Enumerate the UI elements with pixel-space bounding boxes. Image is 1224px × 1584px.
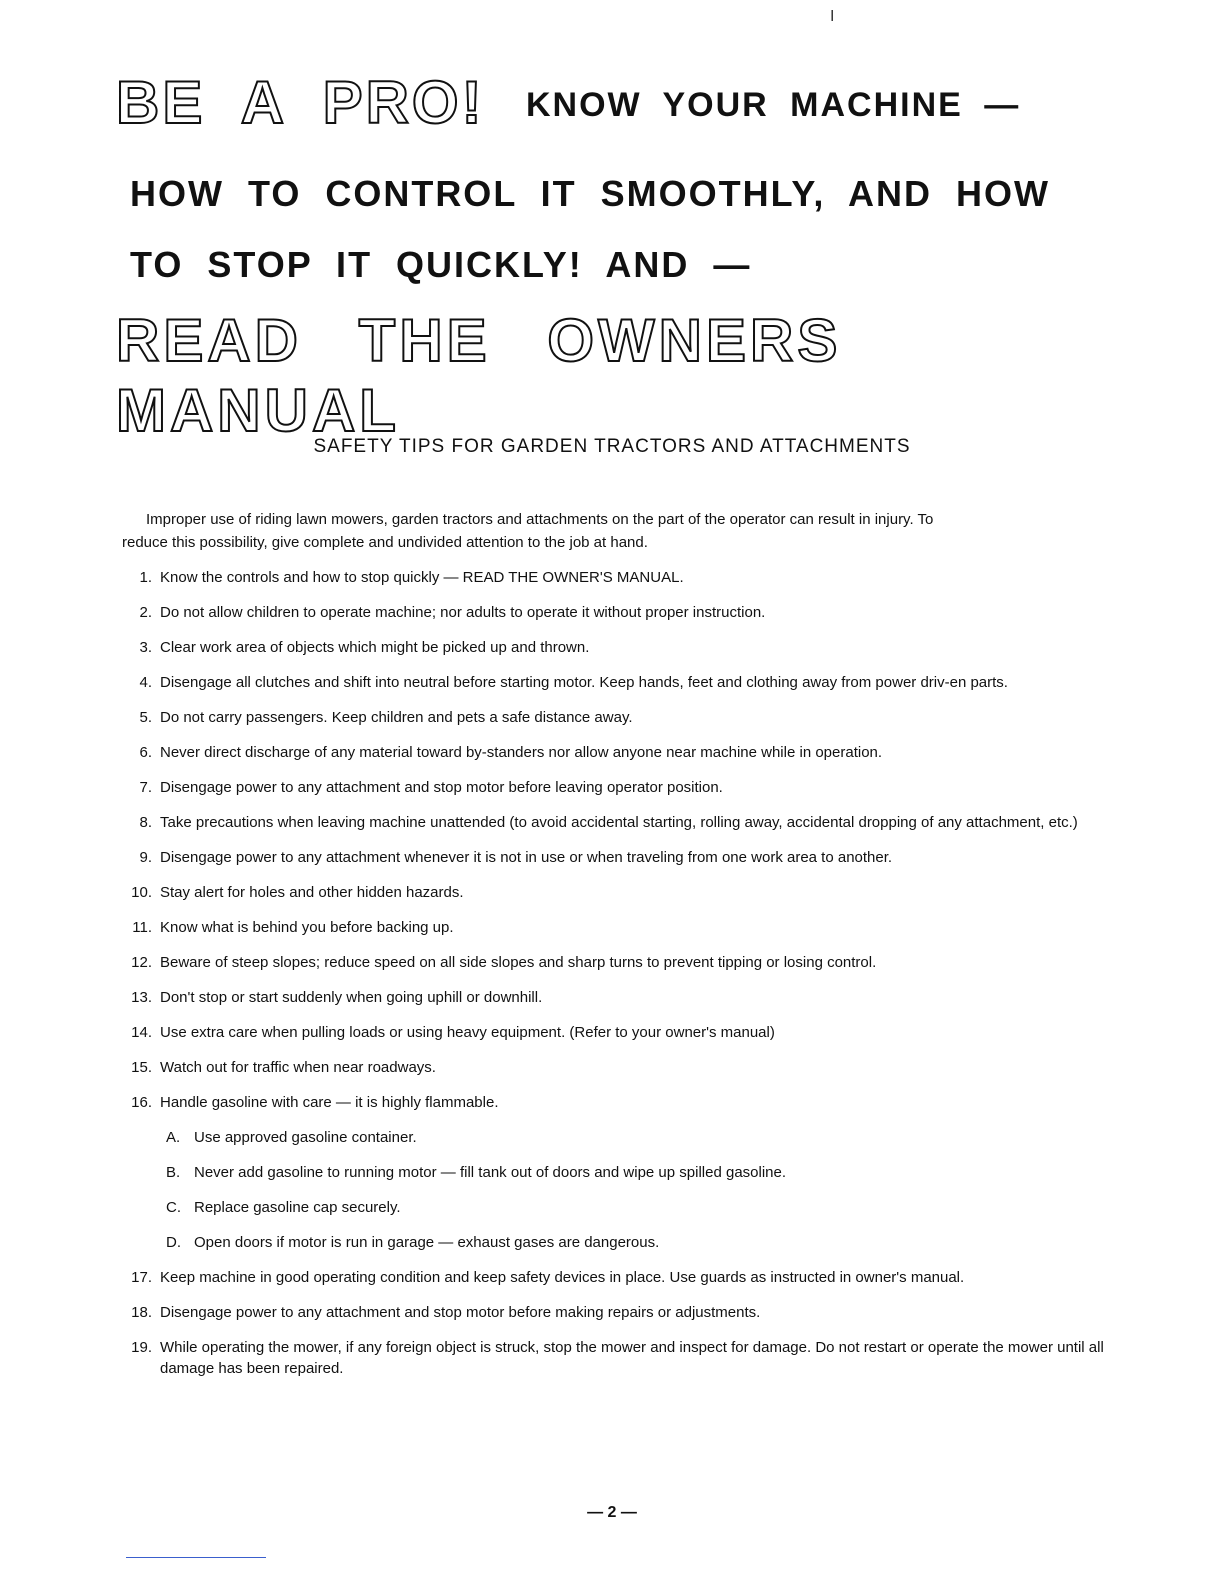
tip-number: 15.	[131, 1059, 152, 1076]
tip-16	[122, 1092, 1132, 1113]
stop-heading: TO STOP IT QUICKLY! AND —	[130, 244, 752, 285]
tip-number: 1.	[139, 569, 152, 586]
tip-text: Do not allow children to operate machine; nor adults to operate it without proper instruction.	[160, 604, 766, 621]
tip-text: Beware of steep slopes; reduce speed on all side slopes and sharp turns to prevent tipping or losing control.	[160, 954, 877, 971]
tip-9	[122, 847, 1132, 868]
subtip-letter: B.	[166, 1164, 181, 1181]
bottom-rule	[126, 1557, 266, 1558]
tip-number: 7.	[139, 779, 152, 796]
tip-number: 18.	[131, 1304, 152, 1321]
tip-8	[122, 812, 1132, 833]
tip-number: 6.	[139, 744, 152, 761]
tip-number: 12.	[131, 954, 152, 971]
subtip-text: Use approved gasoline container.	[194, 1129, 417, 1146]
tip-text: Disengage power to any attachment and stop motor before leaving operator position.	[160, 779, 723, 796]
tip-text: Know what is behind you before backing up.	[160, 919, 454, 936]
tip-7	[122, 777, 1132, 798]
intro-line-2: reduce this possibility, give complete and undivided attention to the job at hand.	[122, 534, 648, 551]
read-manual-heading: READ THE OWNERS MANUAL	[116, 307, 842, 444]
tip-4	[122, 672, 1132, 693]
tip-number: 5.	[139, 709, 152, 726]
tip-1	[122, 567, 1132, 588]
tip-text: Clear work area of objects which might be picked up and thrown.	[160, 639, 590, 656]
tip-number: 13.	[131, 989, 152, 1006]
tip-text: Use extra care when pulling loads or using heavy equipment. (Refer to your owner's manual)	[160, 1024, 775, 1041]
subtip-letter: C.	[166, 1199, 181, 1216]
tip-12	[122, 952, 1132, 973]
tip-text: Stay alert for holes and other hidden hazards.	[160, 884, 464, 901]
subtip-d	[122, 1232, 1132, 1253]
subtip-text: Replace gasoline cap securely.	[194, 1199, 401, 1216]
tip-text: Watch out for traffic when near roadways.	[160, 1059, 436, 1076]
tip-number: 14.	[131, 1024, 152, 1041]
tip-text: Keep machine in good operating condition and keep safety devices in place. Use guards as instructed in owner's manual.	[160, 1269, 965, 1286]
tip-text: While operating the mower, if any foreign object is struck, stop the mower and inspect for damage. Do not restart or operate the mower until all damage has been repaired.	[160, 1339, 1104, 1377]
tip-18	[122, 1302, 1132, 1323]
subtip-c	[122, 1197, 1132, 1218]
tip-15	[122, 1057, 1132, 1078]
tip-text: Never direct discharge of any material toward by-standers nor allow anyone near machine while in operation.	[160, 744, 883, 761]
tip-text: Disengage power to any attachment and stop motor before making repairs or adjustments.	[160, 1304, 761, 1321]
control-heading: HOW TO CONTROL IT SMOOTHLY, AND HOW	[130, 173, 1050, 214]
intro-line-1: Improper use of riding lawn mowers, garden tractors and attachments on the part of the operator can result in injury. To	[146, 511, 934, 528]
tip-2	[122, 602, 1132, 623]
tip-number: 2.	[139, 604, 152, 621]
tip-17	[122, 1267, 1132, 1288]
tip-19	[122, 1337, 1132, 1379]
tip-number: 10.	[131, 884, 152, 901]
tip-text: Handle gasoline with care — it is highly flammable.	[160, 1094, 499, 1111]
tip-number: 4.	[139, 674, 152, 691]
tip-number: 9.	[139, 849, 152, 866]
tip-text: Do not carry passengers. Keep children and pets a safe distance away.	[160, 709, 633, 726]
tip-number: 17.	[131, 1269, 152, 1286]
tip-number: 11.	[132, 919, 152, 936]
tip-text: Don't stop or start suddenly when going uphill or downhill.	[160, 989, 543, 1006]
tip-number: 8.	[139, 814, 152, 831]
tip-3	[122, 637, 1132, 658]
tip-10	[122, 882, 1132, 903]
tip-number: 16.	[131, 1094, 152, 1111]
subtip-letter: A.	[166, 1129, 181, 1146]
tip-5	[122, 707, 1132, 728]
tip-6	[122, 742, 1132, 763]
page-mark: I	[830, 8, 835, 25]
page-number: — 2 —	[587, 1504, 637, 1521]
tip-number: 3.	[139, 639, 152, 656]
be-a-pro-heading: BE A PRO!	[116, 69, 485, 136]
tip-text: Know the controls and how to stop quickly — READ THE OWNER'S MANUAL.	[160, 569, 684, 586]
subtip-text: Never add gasoline to running motor — fill tank out of doors and wipe up spilled gasoline.	[194, 1164, 787, 1181]
section-title: SAFETY TIPS FOR GARDEN TRACTORS AND ATTACHMENTS	[313, 436, 911, 457]
subtip-letter: D.	[166, 1234, 181, 1251]
tip-text: Take precautions when leaving machine unattended (to avoid accidental starting, rolling away, accidental dropping of any attachment, etc.)	[160, 814, 1078, 831]
tip-14	[122, 1022, 1132, 1043]
tip-number: 19.	[131, 1339, 152, 1356]
subtip-a	[122, 1127, 1132, 1148]
subtip-b	[122, 1162, 1132, 1183]
header-line-1	[116, 68, 1116, 148]
subtip-text: Open doors if motor is run in garage — exhaust gases are dangerous.	[194, 1234, 660, 1251]
tip-text: Disengage power to any attachment whenever it is not in use or when traveling from one work area to another.	[160, 849, 893, 866]
know-machine-heading: KNOW YOUR MACHINE —	[526, 86, 1021, 124]
intro-paragraph	[122, 508, 1112, 554]
tip-11	[122, 917, 1132, 938]
tip-text: Disengage all clutches and shift into neutral before starting motor. Keep hands, feet and clothing away from power driv-en parts.	[160, 674, 1008, 691]
tip-13	[122, 987, 1132, 1008]
safety-tips-list	[122, 567, 1132, 1393]
header-banner	[116, 68, 1116, 444]
